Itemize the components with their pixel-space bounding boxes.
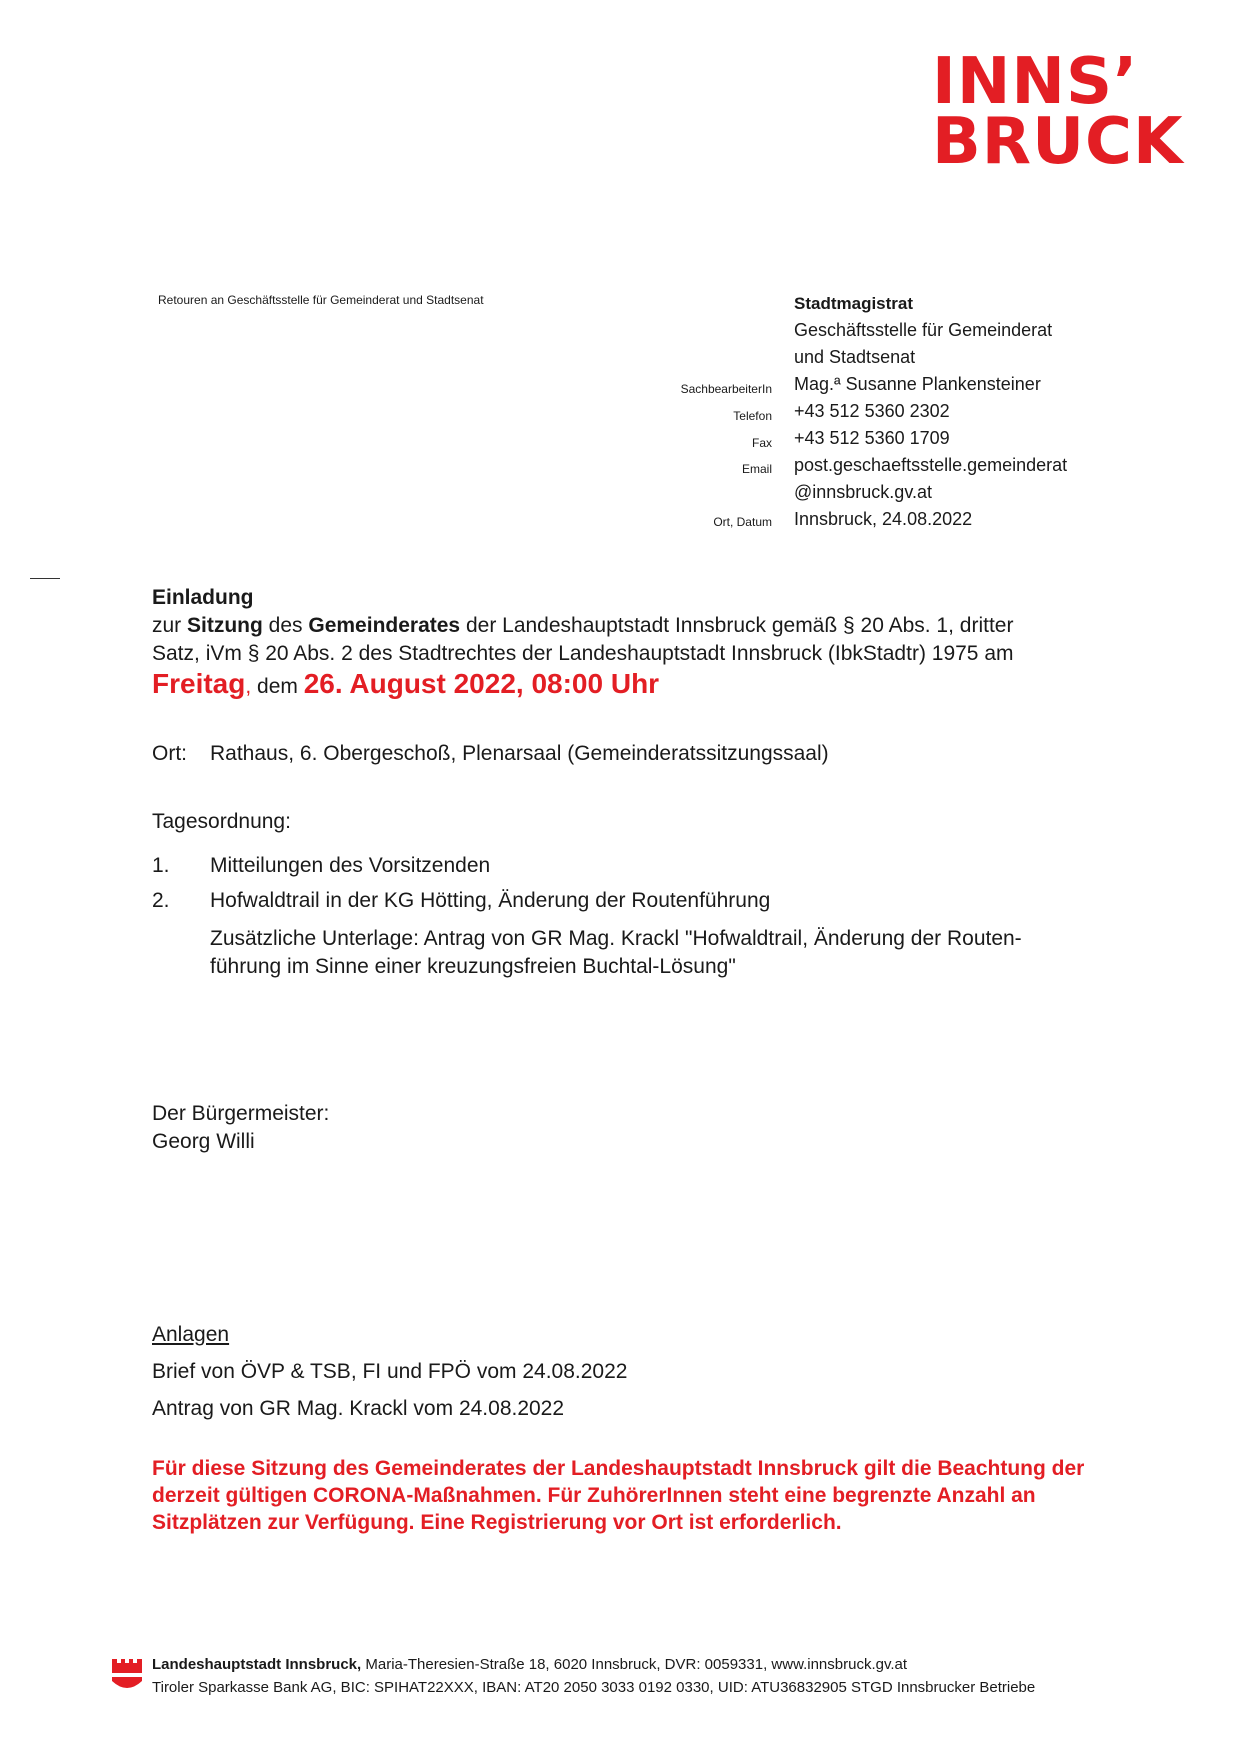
- signature-block: [152, 1100, 1132, 1156]
- phone-label: Telefon: [733, 409, 772, 423]
- attachment-item: Brief von ÖVP & TSB, FI und FPÖ vom 24.08.2022: [152, 1360, 628, 1383]
- logo-line-1: INNS’: [932, 45, 1139, 119]
- location-line: [152, 740, 1132, 768]
- footer-line-1: Landeshauptstadt Innsbruck, Maria-Theresien-Straße 18, 6020 Innsbruck, DVR: 0059331, www.innsbruck.gv.at: [152, 1656, 908, 1673]
- sender-dept-line-2: und Stadtsenat: [794, 347, 916, 367]
- agenda-item: 2. Hofwaldtrail in der KG Hötting, Änderung der Routenführung: [152, 889, 771, 912]
- fax-label: Fax: [751, 436, 772, 450]
- invitation-heading: Einladung: [152, 586, 254, 609]
- attachments-block: [152, 1316, 1132, 1427]
- fold-mark: [30, 578, 60, 579]
- email-label: Email: [741, 462, 772, 476]
- corona-notice: Für diese Sitzung des Gemeinderates der Landeshauptstadt Innsbruck gilt die Beachtung der derzeit gültigen CORONA-Maßnahmen. Für ZuhörerInnen steht eine begrenzte Anzahl an Sitzplätzen zur Verfügung. Eine Registrierung vor Ort ist erforderlich.: [152, 1457, 1085, 1534]
- agenda-heading: Tagesordnung:: [152, 810, 291, 833]
- invitation-block: [152, 584, 1132, 701]
- sender-clerk: Mag.ª Susanne Plankensteiner: [794, 374, 1041, 394]
- location-value: Rathaus, 6. Obergeschoß, Plenarsaal (Gemeinderatssitzungssaal): [210, 742, 829, 765]
- sender-title: Stadtmagistrat: [794, 294, 914, 313]
- footer-line-2: Tiroler Sparkasse Bank AG, BIC: SPIHAT22XXX, IBAN: AT20 2050 3033 0192 0330, UID: ATU36832905 STGD Innsbrucker Betriebe: [152, 1679, 1036, 1696]
- attachment-item: Antrag von GR Mag. Krackl vom 24.08.2022: [152, 1397, 565, 1420]
- return-address: Retouren an Geschäftsstelle für Gemeinderat und Stadtsenat: [158, 293, 484, 307]
- sender-date: Innsbruck, 24.08.2022: [794, 509, 973, 529]
- innsbruck-crest-icon: [110, 1655, 144, 1695]
- sender-dept-line-1: Geschäftsstelle für Gemeinderat: [794, 320, 1053, 340]
- signature-name: Georg Willi: [152, 1130, 255, 1153]
- sender-phone: +43 512 5360 2302: [794, 401, 950, 421]
- logo-line-2: BRUCK: [932, 105, 1184, 179]
- location-label: Ort:: [152, 742, 187, 765]
- sender-email-line-2: @innsbruck.gv.at: [794, 482, 932, 502]
- sender-fax: +43 512 5360 1709: [794, 428, 950, 448]
- footer: [152, 1653, 1035, 1699]
- sender-email-line-1: post.geschaeftsstelle.gemeinderat: [794, 455, 1068, 475]
- sender-block: [794, 290, 1214, 533]
- attachments-heading: Anlagen: [152, 1323, 230, 1346]
- date-label: Ort, Datum: [713, 515, 772, 529]
- innsbruck-logo: [932, 45, 1192, 179]
- invitation-line-1: zur Sitzung des Gemeinderates der Landeshauptstadt Innsbruck gemäß § 20 Abs. 1, dritter: [152, 614, 1014, 637]
- agenda-list: [152, 848, 1132, 918]
- invitation-line-2: Satz, iVm § 20 Abs. 2 des Stadtrechtes der Landeshauptstadt Innsbruck (IbkStadtr) 1975 am: [152, 642, 1014, 665]
- clerk-label: SachbearbeiterIn: [680, 382, 772, 396]
- meeting-date: Freitag, dem 26. August 2022, 08:00 Uhr: [152, 668, 660, 699]
- signature-role: Der Bürgermeister:: [152, 1102, 330, 1125]
- agenda-sub-document: Zusätzliche Unterlage: Antrag von GR Mag. Krackl "Hofwaldtrail, Änderung der Routen- führung im Sinne einer kreuzungsfreien Buchtal-Lösung": [210, 927, 1022, 978]
- agenda-item: 1. Mitteilungen des Vorsitzenden: [152, 854, 491, 877]
